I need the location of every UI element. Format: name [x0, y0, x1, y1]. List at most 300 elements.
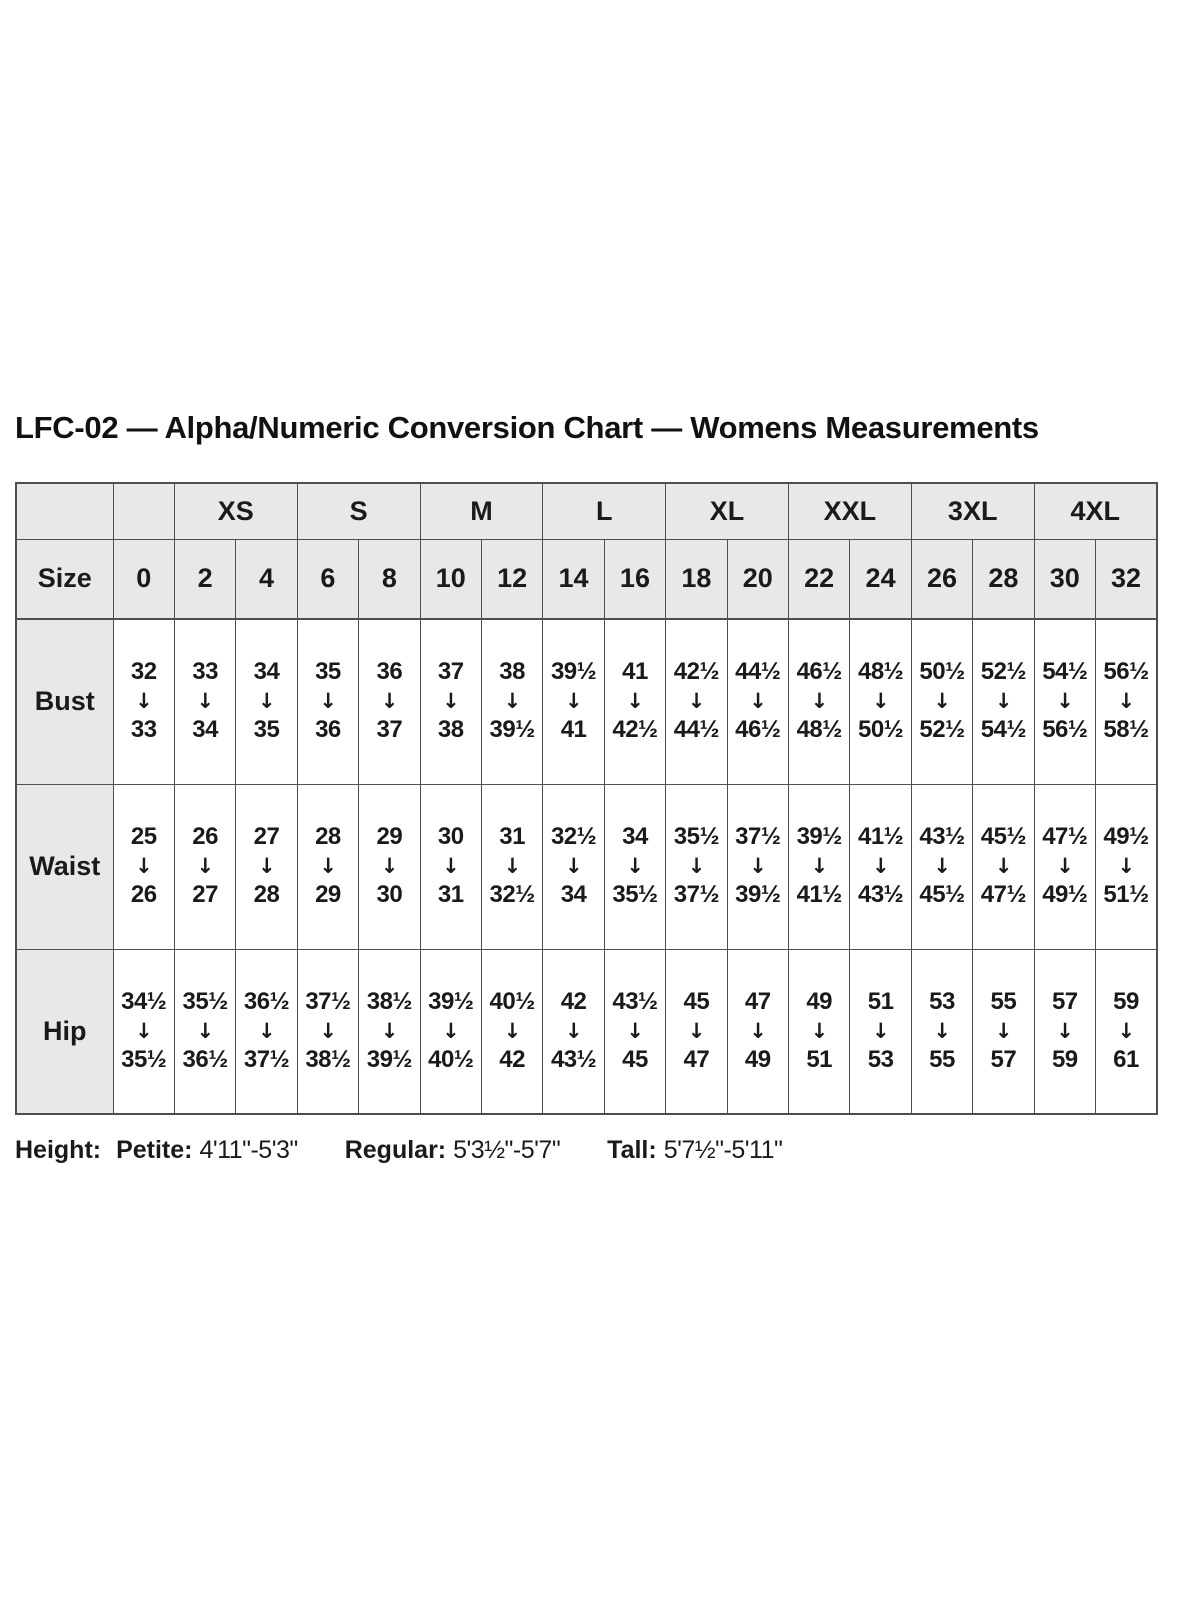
- range-to: 56½: [1042, 716, 1088, 744]
- range-to: 31: [437, 881, 464, 908]
- down-arrow-icon: ↓: [257, 854, 276, 878]
- measurement-cell: [788, 619, 849, 784]
- measurement-range: [728, 659, 788, 744]
- range-from: 38: [499, 658, 525, 686]
- range-from: 59: [1113, 987, 1139, 1015]
- range-from: 47: [744, 987, 771, 1015]
- range-to: 61: [1113, 1045, 1139, 1073]
- measurement-range: [728, 989, 788, 1074]
- down-arrow-icon: ↓: [380, 854, 398, 878]
- petite-range: 4'11"-5'3": [199, 1136, 298, 1164]
- measurement-cell: [1096, 619, 1158, 784]
- measurement-cell: [973, 949, 1034, 1114]
- down-arrow-icon: ↓: [872, 1018, 890, 1043]
- measurement-cell: [543, 784, 604, 949]
- measurement-cell: [543, 949, 604, 1114]
- measurement-range: [666, 659, 726, 744]
- measurement-range: [1035, 989, 1095, 1074]
- down-arrow-icon: ↓: [319, 1018, 337, 1043]
- range-from: 42: [560, 987, 587, 1015]
- down-arrow-icon: ↓: [196, 689, 214, 714]
- measurement-cell: [727, 784, 788, 949]
- measurement-range: [543, 824, 603, 909]
- down-arrow-icon: ↓: [933, 689, 951, 714]
- measurement-cell: [420, 619, 481, 784]
- measurement-cell: [666, 784, 727, 949]
- measurement-range: [359, 824, 419, 909]
- range-from: 35½: [673, 823, 719, 851]
- measurement-cell: [666, 949, 727, 1114]
- measurement-cell: [174, 949, 235, 1114]
- page-title: LFC-02 — Alpha/Numeric Conversion Chart — Womens Measurements: [15, 410, 1039, 445]
- measurement-range: [666, 824, 726, 909]
- down-arrow-icon: ↓: [810, 854, 828, 878]
- range-to: 47: [683, 1045, 710, 1073]
- measurement-range: [543, 659, 603, 744]
- range-from: 37½: [735, 823, 781, 851]
- numeric-size-header-4: 4: [236, 539, 297, 619]
- down-arrow-icon: ↓: [196, 854, 214, 878]
- range-from: 33: [192, 658, 218, 686]
- range-from: 40½: [489, 987, 535, 1015]
- measurement-cell: [973, 784, 1034, 949]
- range-to: 44½: [673, 716, 719, 744]
- blank-header-cell: [16, 483, 113, 539]
- range-to: 49½: [1042, 881, 1088, 908]
- range-from: 41½: [857, 823, 904, 851]
- range-from: 26: [192, 823, 218, 851]
- measurement-range: [912, 659, 972, 744]
- measurement-cell: [604, 949, 665, 1114]
- measurement-range: [482, 824, 542, 909]
- range-to: 50½: [857, 716, 904, 744]
- measurement-range: [298, 824, 358, 909]
- down-arrow-icon: ↓: [135, 689, 153, 714]
- range-to: 57: [990, 1045, 1017, 1073]
- range-to: 51: [806, 1045, 833, 1073]
- measurement-cell: [481, 619, 542, 784]
- range-from: 35: [315, 658, 341, 686]
- range-from: 57: [1051, 987, 1078, 1015]
- range-to: 53: [867, 1045, 894, 1073]
- measurement-cell: [973, 619, 1034, 784]
- range-to: 35½: [121, 1045, 167, 1073]
- down-arrow-icon: ↓: [810, 689, 828, 714]
- down-arrow-icon: ↓: [872, 854, 890, 878]
- range-from: 37: [437, 658, 464, 686]
- size-row-label: Size: [16, 539, 113, 619]
- down-arrow-icon: ↓: [442, 854, 460, 878]
- range-from: 39½: [550, 658, 597, 686]
- range-from: 48½: [857, 658, 904, 686]
- alpha-size-header-4xl: 4XL: [1034, 483, 1157, 539]
- measurement-cell: [788, 784, 849, 949]
- range-from: 53: [929, 987, 955, 1015]
- down-arrow-icon: ↓: [933, 854, 951, 878]
- down-arrow-icon: ↓: [503, 854, 521, 878]
- range-to: 27: [192, 881, 218, 908]
- range-from: 34: [622, 823, 648, 851]
- alpha-size-row: [16, 483, 1157, 539]
- down-arrow-icon: ↓: [687, 854, 705, 878]
- range-from: 49½: [1103, 823, 1149, 851]
- row-label-bust: Bust: [16, 619, 113, 784]
- down-arrow-icon: ↓: [442, 689, 460, 714]
- regular-label: Regular:: [344, 1136, 447, 1164]
- down-arrow-icon: ↓: [810, 1018, 828, 1043]
- range-to: 34: [560, 881, 587, 908]
- alpha-size-header-m: M: [420, 483, 543, 539]
- range-to: 36½: [182, 1045, 228, 1073]
- range-to: 59: [1051, 1045, 1078, 1073]
- range-from: 34: [253, 658, 280, 686]
- range-to: 32½: [489, 881, 535, 908]
- measurement-range: [789, 659, 849, 744]
- measurement-cell: [850, 619, 911, 784]
- range-from: 47½: [1042, 823, 1088, 851]
- height-note: [15, 1135, 1160, 1165]
- range-to: 42: [499, 1045, 525, 1073]
- measurement-cell: [543, 619, 604, 784]
- range-to: 45½: [919, 881, 965, 908]
- range-from: 46½: [796, 658, 842, 686]
- down-arrow-icon: ↓: [196, 1018, 214, 1043]
- down-arrow-icon: ↓: [503, 1018, 521, 1043]
- range-from: 54½: [1042, 658, 1088, 686]
- measurement-range: [789, 989, 849, 1074]
- range-from: 37½: [305, 987, 351, 1015]
- range-to: 33: [130, 716, 157, 744]
- measurement-range: [1096, 989, 1156, 1074]
- range-to: 30: [376, 881, 403, 908]
- measurement-range: [973, 659, 1033, 744]
- range-from: 36: [376, 658, 403, 686]
- measurement-cell: [727, 619, 788, 784]
- measurement-cell: [113, 784, 174, 949]
- measurement-range: [850, 659, 910, 744]
- measurement-range: [175, 824, 235, 909]
- numeric-size-header-30: 30: [1034, 539, 1095, 619]
- range-from: 44½: [735, 658, 781, 686]
- down-arrow-icon: ↓: [135, 854, 153, 878]
- measurement-range: [1096, 659, 1156, 744]
- range-to: 39½: [489, 716, 535, 744]
- measurement-cell: [604, 784, 665, 949]
- tall-range: 5'7½"-5'11": [663, 1136, 783, 1164]
- range-from: 55: [990, 987, 1017, 1015]
- range-to: 54½: [980, 716, 1026, 744]
- numeric-size-row: [16, 539, 1157, 619]
- measurement-cell: [113, 619, 174, 784]
- measurement-cell: [236, 949, 297, 1114]
- measurement-range: [482, 989, 542, 1074]
- range-to: 45: [622, 1045, 648, 1073]
- conversion-table: [15, 482, 1158, 1115]
- measurement-cell: [236, 619, 297, 784]
- measurement-range: [421, 989, 481, 1074]
- measurement-cell: [911, 784, 972, 949]
- range-to: 41: [560, 716, 587, 744]
- range-to: 58½: [1103, 716, 1149, 744]
- measurement-cell: [236, 784, 297, 949]
- range-from: 56½: [1103, 658, 1149, 686]
- range-to: 38: [437, 716, 464, 744]
- down-arrow-icon: ↓: [1117, 854, 1135, 878]
- alpha-size-header-xl: XL: [666, 483, 789, 539]
- numeric-size-header-12: 12: [481, 539, 542, 619]
- range-from: 31: [499, 823, 525, 851]
- range-from: 30: [437, 823, 464, 851]
- down-arrow-icon: ↓: [749, 854, 767, 878]
- range-from: 45½: [980, 823, 1026, 851]
- down-arrow-icon: ↓: [1056, 689, 1074, 714]
- numeric-size-header-16: 16: [604, 539, 665, 619]
- measurement-range: [421, 659, 481, 744]
- down-arrow-icon: ↓: [687, 689, 705, 714]
- down-arrow-icon: ↓: [994, 854, 1012, 878]
- numeric-size-header-14: 14: [543, 539, 604, 619]
- measurement-range: [114, 989, 174, 1074]
- measurement-cell: [297, 784, 358, 949]
- measurement-cell: [420, 949, 481, 1114]
- down-arrow-icon: ↓: [257, 1018, 276, 1043]
- range-to: 29: [315, 881, 341, 908]
- numeric-size-header-28: 28: [973, 539, 1034, 619]
- measurement-range: [850, 989, 910, 1074]
- measurement-cell: [297, 619, 358, 784]
- range-from: 52½: [980, 658, 1026, 686]
- range-to: 42½: [612, 716, 658, 744]
- range-to: 52½: [919, 716, 965, 744]
- measurement-range: [912, 824, 972, 909]
- down-arrow-icon: ↓: [257, 689, 276, 714]
- range-to: 34: [192, 716, 218, 744]
- measurement-cell: [911, 949, 972, 1114]
- down-arrow-icon: ↓: [994, 689, 1012, 714]
- regular-range: 5'3½"-5'7": [453, 1136, 561, 1164]
- range-from: 41: [622, 658, 648, 686]
- down-arrow-icon: ↓: [994, 1018, 1012, 1043]
- range-to: 43½: [550, 1045, 597, 1073]
- down-arrow-icon: ↓: [1117, 1018, 1135, 1043]
- numeric-size-header-8: 8: [359, 539, 420, 619]
- measurement-range: [789, 824, 849, 909]
- numeric-size-header-18: 18: [666, 539, 727, 619]
- tall-label: Tall:: [607, 1136, 657, 1164]
- down-arrow-icon: ↓: [135, 1018, 153, 1043]
- down-arrow-icon: ↓: [503, 689, 521, 714]
- measurement-cell: [481, 784, 542, 949]
- measurement-range: [114, 824, 174, 909]
- range-from: 39½: [428, 987, 474, 1015]
- down-arrow-icon: ↓: [1056, 1018, 1074, 1043]
- numeric-size-header-24: 24: [850, 539, 911, 619]
- measurement-cell: [297, 949, 358, 1114]
- measurement-range: [421, 824, 481, 909]
- range-to: 41½: [796, 881, 842, 908]
- measurement-range: [236, 659, 296, 744]
- range-to: 39½: [366, 1045, 412, 1073]
- range-from: 25: [130, 823, 157, 851]
- range-to: 37: [376, 716, 403, 744]
- numeric-size-header-20: 20: [727, 539, 788, 619]
- measurement-range: [543, 989, 603, 1074]
- range-from: 42½: [673, 658, 719, 686]
- measurement-cell: [113, 949, 174, 1114]
- measurement-cell: [666, 619, 727, 784]
- down-arrow-icon: ↓: [380, 689, 398, 714]
- range-to: 36: [315, 716, 341, 744]
- range-from: 32: [130, 658, 157, 686]
- range-to: 37½: [243, 1045, 290, 1073]
- range-to: 55: [929, 1045, 955, 1073]
- down-arrow-icon: ↓: [564, 689, 583, 714]
- measurement-cell: [1096, 784, 1158, 949]
- height-label: Height:: [15, 1136, 102, 1164]
- measurement-range: [236, 989, 296, 1074]
- range-to: 51½: [1103, 881, 1149, 908]
- range-to: 37½: [673, 881, 719, 908]
- petite-label: Petite:: [116, 1136, 193, 1164]
- range-from: 28: [315, 823, 341, 851]
- alpha-size-header-xxl: XXL: [788, 483, 911, 539]
- measurement-range: [1035, 824, 1095, 909]
- range-to: 46½: [735, 716, 781, 744]
- range-from: 49: [806, 987, 833, 1015]
- measurement-range: [1035, 659, 1095, 744]
- measurement-cell: [1034, 619, 1095, 784]
- measurement-range: [605, 989, 665, 1074]
- down-arrow-icon: ↓: [564, 854, 583, 878]
- alpha-size-header-xs: XS: [174, 483, 297, 539]
- range-to: 28: [253, 881, 280, 908]
- measurement-range: [359, 989, 419, 1074]
- measurement-range: [912, 989, 972, 1074]
- measurement-cell: [911, 619, 972, 784]
- down-arrow-icon: ↓: [1056, 854, 1074, 878]
- measurement-cell: [359, 949, 420, 1114]
- numeric-size-header-6: 6: [297, 539, 358, 619]
- down-arrow-icon: ↓: [749, 1018, 767, 1043]
- numeric-size-header-32: 32: [1096, 539, 1158, 619]
- blank-header-cell: [113, 483, 174, 539]
- down-arrow-icon: ↓: [1117, 689, 1135, 714]
- measurement-range: [666, 989, 726, 1074]
- down-arrow-icon: ↓: [319, 689, 337, 714]
- range-from: 32½: [550, 823, 597, 851]
- measurement-row-waist: [16, 784, 1157, 949]
- range-to: 39½: [735, 881, 781, 908]
- measurement-range: [728, 824, 788, 909]
- measurement-cell: [604, 619, 665, 784]
- range-from: 27: [253, 823, 280, 851]
- range-from: 45: [683, 987, 710, 1015]
- measurement-range: [973, 989, 1033, 1074]
- range-to: 35½: [612, 881, 658, 908]
- down-arrow-icon: ↓: [687, 1018, 705, 1043]
- down-arrow-icon: ↓: [319, 854, 337, 878]
- numeric-size-header-0: 0: [113, 539, 174, 619]
- measurement-cell: [174, 784, 235, 949]
- measurement-cell: [850, 784, 911, 949]
- row-label-waist: Waist: [16, 784, 113, 949]
- measurement-cell: [174, 619, 235, 784]
- down-arrow-icon: ↓: [933, 1018, 951, 1043]
- numeric-size-header-2: 2: [174, 539, 235, 619]
- down-arrow-icon: ↓: [442, 1018, 460, 1043]
- down-arrow-icon: ↓: [380, 1018, 398, 1043]
- measurement-range: [605, 659, 665, 744]
- measurement-cell: [727, 949, 788, 1114]
- down-arrow-icon: ↓: [749, 689, 767, 714]
- down-arrow-icon: ↓: [626, 854, 644, 878]
- measurement-cell: [1034, 949, 1095, 1114]
- measurement-range: [114, 659, 174, 744]
- measurement-range: [850, 824, 910, 909]
- range-from: 35½: [182, 987, 228, 1015]
- measurement-row-hip: [16, 949, 1157, 1114]
- range-from: 34½: [121, 987, 167, 1015]
- numeric-size-header-10: 10: [420, 539, 481, 619]
- alpha-size-header-s: S: [297, 483, 420, 539]
- measurement-cell: [788, 949, 849, 1114]
- range-from: 38½: [366, 987, 412, 1015]
- down-arrow-icon: ↓: [564, 1018, 583, 1043]
- measurement-range: [605, 824, 665, 909]
- range-to: 43½: [857, 881, 904, 908]
- range-from: 39½: [796, 823, 842, 851]
- range-to: 35: [253, 716, 280, 744]
- row-label-hip: Hip: [16, 949, 113, 1114]
- range-from: 36½: [243, 987, 290, 1015]
- measurement-range: [298, 659, 358, 744]
- alpha-size-header-3xl: 3XL: [911, 483, 1034, 539]
- range-from: 51: [867, 987, 894, 1015]
- measurement-range: [359, 659, 419, 744]
- measurement-cell: [1096, 949, 1158, 1114]
- down-arrow-icon: ↓: [872, 689, 890, 714]
- range-from: 43½: [612, 987, 658, 1015]
- measurement-range: [175, 989, 235, 1074]
- down-arrow-icon: ↓: [626, 689, 644, 714]
- range-from: 43½: [919, 823, 965, 851]
- range-to: 40½: [428, 1045, 474, 1073]
- alpha-size-header-l: L: [543, 483, 666, 539]
- range-to: 26: [130, 881, 157, 908]
- range-from: 29: [376, 823, 403, 851]
- measurement-range: [973, 824, 1033, 909]
- measurement-cell: [1034, 784, 1095, 949]
- numeric-size-header-22: 22: [788, 539, 849, 619]
- measurement-range: [236, 824, 296, 909]
- range-from: 50½: [919, 658, 965, 686]
- measurement-cell: [481, 949, 542, 1114]
- range-to: 47½: [980, 881, 1026, 908]
- range-to: 48½: [796, 716, 842, 744]
- range-to: 49: [744, 1045, 771, 1073]
- numeric-size-header-26: 26: [911, 539, 972, 619]
- measurement-cell: [359, 619, 420, 784]
- measurement-range: [482, 659, 542, 744]
- range-to: 38½: [305, 1045, 351, 1073]
- down-arrow-icon: ↓: [626, 1018, 644, 1043]
- measurement-row-bust: [16, 619, 1157, 784]
- measurement-cell: [359, 784, 420, 949]
- measurement-cell: [420, 784, 481, 949]
- measurement-range: [175, 659, 235, 744]
- measurement-range: [1096, 824, 1156, 909]
- measurement-range: [298, 989, 358, 1074]
